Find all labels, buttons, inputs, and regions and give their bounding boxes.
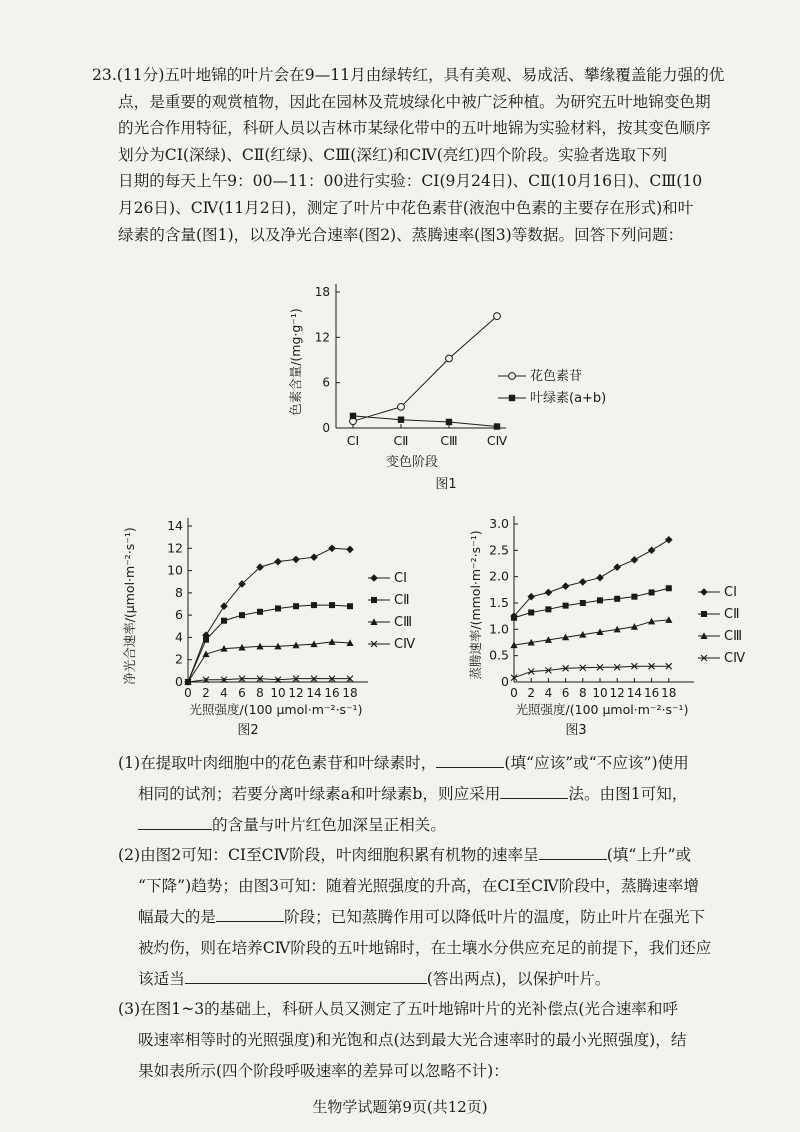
fig2-point-1-3 [239, 612, 245, 618]
fig2-y-tick-label: 8 [175, 584, 183, 600]
fig1-legend-label-0: 花色素苷 [530, 369, 583, 384]
fig3-caption: 图3 [565, 723, 587, 738]
fig3-x-tick-label: 12 [609, 686, 625, 700]
q1-text-e: 的含量与叶片红色加深呈正相关。 [212, 816, 446, 834]
q2-text-h: (答出两点)，以保护叶片。 [426, 970, 611, 988]
fig3-point-1-5 [597, 597, 603, 603]
fig3-series-line-2 [514, 620, 669, 645]
fig1-y-tick-label: 0 [322, 421, 330, 435]
fig2-x-tick-label: 6 [238, 686, 246, 700]
fig2-x-tick-label: 10 [270, 686, 286, 700]
fig3-x-tick-label: 14 [626, 686, 643, 700]
stem-line-7: 绿素的含量(图1)，以及净光合速率(图2)、蒸腾速率(图3)等数据。回答下列问题： [118, 225, 684, 244]
fig3-y-tick-label: 2.5 [489, 542, 509, 558]
fig3-y-tick-label: 0.5 [489, 647, 509, 663]
fig3-y-tick-label: 2.0 [489, 568, 509, 584]
q2-text-c: “下降”)趋势；由图3可知：随着光照强度的升高，在CⅠ至CⅣ阶段中，蒸腾速率增 [138, 877, 699, 895]
fig2-caption: 图2 [237, 723, 259, 738]
subquestion-2 [118, 840, 711, 995]
fig1-y-axis-title: 色素含量/(mg·g⁻¹) [288, 308, 303, 416]
fig3-x-tick-label: 0 [510, 686, 518, 700]
fig2-series-line-2 [188, 642, 350, 682]
fig3-x-tick-label: 16 [643, 686, 660, 700]
q2-text-g: 该适当 [138, 970, 185, 988]
fig1-caption: 图1 [435, 477, 457, 492]
stem-line-2: 点，是重要的观赏植物，因此在园林及荒坡绿化中被广泛种植。为研究五叶地锦变色期 [118, 92, 711, 111]
fig3-point-1-9 [666, 585, 672, 591]
fig3-point-0-7 [631, 556, 639, 564]
fig3-x-tick-label: 8 [578, 686, 587, 700]
fig2-y-axis-title: 净光合速率/(μmol·m⁻²·s⁻¹) [122, 527, 137, 685]
fig3-y-tick-label: 1.5 [489, 595, 509, 610]
subquestion-3 [118, 994, 686, 1087]
fig1-legend-marker-1 [509, 395, 515, 401]
fig1-y-tick-label: 6 [322, 375, 330, 390]
fig3-x-tick-label: 18 [661, 686, 677, 700]
fig2-legend-label-0: CⅠ [394, 571, 407, 586]
fig2-point-0-9 [346, 546, 354, 554]
fig2-point-1-9 [347, 603, 353, 609]
stem-line-1: 23.(11分)五叶地锦的叶片会在9—11月由绿转红，具有美观、易成活、攀缘覆盖能力强的优 [92, 66, 725, 84]
fig2-x-tick-label: 0 [184, 686, 192, 700]
fig2-point-1-5 [275, 605, 281, 611]
fig2-series-line-0 [188, 548, 350, 682]
fig2-point-1-6 [293, 603, 299, 609]
fig2-y-tick-label: 10 [167, 562, 183, 578]
figure-1-chart [280, 276, 660, 494]
fig3-point-0-2 [545, 589, 553, 597]
fig3-legend-marker-0 [700, 588, 708, 596]
fig1-point-0-1 [398, 403, 405, 410]
q1-blank-1[interactable] [436, 749, 504, 768]
q2-blank-1[interactable] [539, 841, 607, 860]
fig2-x-tick-label: 2 [202, 686, 210, 700]
fig3-x-axis-title: 光照强度/(100 μmol·m⁻²·s⁻¹) [515, 702, 689, 717]
fig1-point-1-2 [446, 419, 452, 425]
fig3-point-1-4 [580, 600, 586, 606]
fig2-y-tick-label: 12 [167, 540, 183, 556]
fig3-point-1-8 [649, 589, 655, 595]
fig3-legend-label-1: CⅡ [724, 607, 740, 622]
q2-text-e: 阶段；已知蒸腾作用可以降低叶片的温度，防止叶片在强光下 [283, 908, 706, 926]
fig3-point-0-5 [596, 574, 604, 582]
q3-line-2: 吸速率相等时的光照强度)和光饱和点(达到最大光合速率时的最小光照强度)，结 [138, 1031, 687, 1049]
fig2-point-1-4 [257, 609, 263, 615]
fig2-y-tick-label: 6 [175, 607, 183, 623]
fig3-y-tick-label: 1.0 [489, 621, 509, 637]
fig1-x-tick-label: CⅣ [486, 433, 508, 448]
fig2-legend-label-1: CⅡ [394, 593, 410, 608]
fig2-legend-label-2: CⅢ [394, 615, 413, 630]
fig2-y-tick-label: 14 [167, 518, 183, 533]
fig3-point-2-9 [665, 616, 672, 623]
q1-blank-3[interactable] [138, 811, 212, 830]
fig2-point-1-7 [311, 602, 317, 608]
q1-blank-2[interactable] [500, 780, 568, 799]
q1-text-d: 法。由图1可知， [568, 785, 688, 803]
fig2-legend-label-3: CⅣ [394, 637, 416, 652]
fig3-x-tick-label: 6 [561, 686, 570, 700]
fig1-y-tick-label: 12 [314, 330, 330, 345]
q2-blank-2[interactable] [216, 903, 284, 922]
fig1-series-line-0 [353, 316, 497, 421]
q2-blank-3[interactable] [185, 965, 427, 984]
fig2-series-line-1 [188, 605, 350, 682]
fig3-series-line-0 [514, 540, 669, 616]
fig3-legend-marker-1 [701, 611, 707, 617]
fig3-series-line-1 [514, 588, 669, 617]
stem-line-4: 划分为CⅠ(深绿)、CⅡ(红绿)、CⅢ(深红)和CⅣ(亮红)四个阶段。实验者选取下列 [118, 145, 668, 164]
fig1-x-tick-label: CⅡ [393, 433, 409, 448]
q3-line-1: (3)在图1~3的基础上，科研人员又测定了五叶地锦叶片的光补偿点(光合速率和呼 [118, 1000, 679, 1018]
fig2-point-1-2 [221, 618, 227, 624]
fig2-y-tick-label: 2 [175, 651, 183, 667]
q2-text-d: 幅最大的是 [138, 908, 216, 926]
fig1-x-axis-title: 变色阶段 [385, 455, 439, 470]
fig3-point-0-3 [562, 582, 570, 590]
fig1-legend-marker-0 [509, 373, 516, 380]
fig2-y-tick-label: 4 [175, 629, 183, 645]
fig3-point-0-9 [665, 536, 673, 544]
fig2-x-tick-label: 14 [306, 686, 322, 700]
figure-2-chart [116, 506, 446, 738]
page-footer: 生物学试题第9页(共12页) [312, 1098, 488, 1116]
fig3-series-line-3 [514, 666, 669, 678]
fig3-x-tick-label: 2 [527, 686, 536, 700]
stem-line-6: 月26日)、CⅣ(11月2日)，测定了叶片中花色素苷(液泡中色素的主要存在形式)和叶 [118, 198, 694, 217]
q2-text-a: (2)由图2可知：CⅠ至CⅣ阶段，叶肉细胞积累有机物的速率呈 [118, 846, 539, 864]
fig3-x-tick-label: 10 [592, 686, 608, 700]
q1-text-b: (填“应该”或“不应该”)使用 [504, 754, 689, 772]
question-stem [92, 62, 764, 248]
q2-text-b: (填“上升”或 [606, 846, 692, 864]
fig3-y-axis-title: 蒸腾速率/(mmol·m⁻²·s⁻¹) [468, 530, 483, 680]
fig3-y-tick-label: 3.0 [489, 516, 509, 531]
fig3-point-0-4 [579, 578, 587, 586]
fig3-y-tick-label: 0 [501, 674, 509, 689]
fig2-x-tick-label: 16 [324, 686, 340, 700]
fig1-legend-label-1: 叶绿素(a+b) [530, 391, 607, 406]
fig3-legend-label-2: CⅢ [724, 629, 743, 644]
fig2-x-tick-label: 8 [256, 686, 264, 700]
q2-text-f: 被灼伤，则在培养CⅣ阶段的五叶地锦时，在土壤水分供应充足的前提下，我们还应 [138, 939, 712, 957]
fig3-point-0-6 [613, 563, 621, 571]
fig1-x-tick-label: CⅢ [440, 433, 458, 448]
fig2-legend-marker-1 [371, 597, 377, 603]
fig2-point-0-5 [274, 558, 282, 566]
fig3-point-1-3 [563, 603, 569, 609]
fig2-point-0-7 [310, 553, 318, 561]
fig1-point-0-2 [446, 355, 453, 362]
fig3-point-1-7 [631, 594, 637, 600]
fig2-point-1-1 [203, 637, 209, 643]
fig2-x-axis-title: 光照强度/(100 μmol·m⁻²·s⁻¹) [189, 702, 363, 717]
fig3-legend-label-3: CⅣ [724, 651, 746, 666]
stem-line-5: 日期的每天上午9：00—11：00进行实验：CⅠ(9月24日)、CⅡ(10月16日)、CⅢ(10 [118, 172, 703, 191]
fig3-point-1-2 [545, 606, 551, 612]
subquestion-1 [118, 748, 689, 841]
fig1-point-1-1 [398, 416, 404, 422]
fig3-point-1-6 [614, 596, 620, 602]
fig3-legend-label-0: CⅠ [724, 585, 737, 600]
q1-text-c: 相同的试剂；若要分离叶绿素a和叶绿素b，则应采用 [138, 785, 501, 803]
fig2-point-1-8 [329, 602, 335, 608]
fig1-point-0-3 [494, 313, 501, 320]
fig3-point-0-8 [648, 547, 656, 555]
fig2-x-tick-label: 18 [342, 686, 358, 700]
fig3-x-tick-label: 4 [544, 686, 553, 700]
fig1-series-line-1 [353, 416, 497, 427]
q1-text-a: (1)在提取叶肉细胞中的花色素苷和叶绿素时， [118, 754, 437, 772]
fig2-x-tick-label: 12 [288, 686, 304, 700]
fig1-point-1-0 [350, 413, 356, 419]
q3-line-3: 果如表所示(四个阶段呼吸速率的差异可以忽略不计)： [138, 1062, 509, 1080]
fig3-point-1-1 [528, 609, 534, 615]
fig2-point-0-8 [328, 544, 336, 552]
fig3-point-1-0 [511, 615, 517, 621]
fig1-y-tick-label: 18 [314, 285, 330, 299]
fig2-series-line-3 [188, 679, 350, 682]
stem-line-3: 的光合作用特征，科研人员以吉林市某绿化带中的五叶地锦为实验材料，按其变色顺序 [118, 119, 711, 138]
figure-3-chart [464, 506, 784, 738]
fig2-x-tick-label: 4 [220, 686, 228, 700]
fig2-point-0-6 [292, 556, 300, 564]
fig2-y-tick-label: 0 [175, 674, 183, 689]
fig1-point-1-3 [494, 423, 500, 429]
fig2-legend-marker-0 [370, 574, 378, 582]
fig1-x-tick-label: CⅠ [346, 433, 360, 448]
